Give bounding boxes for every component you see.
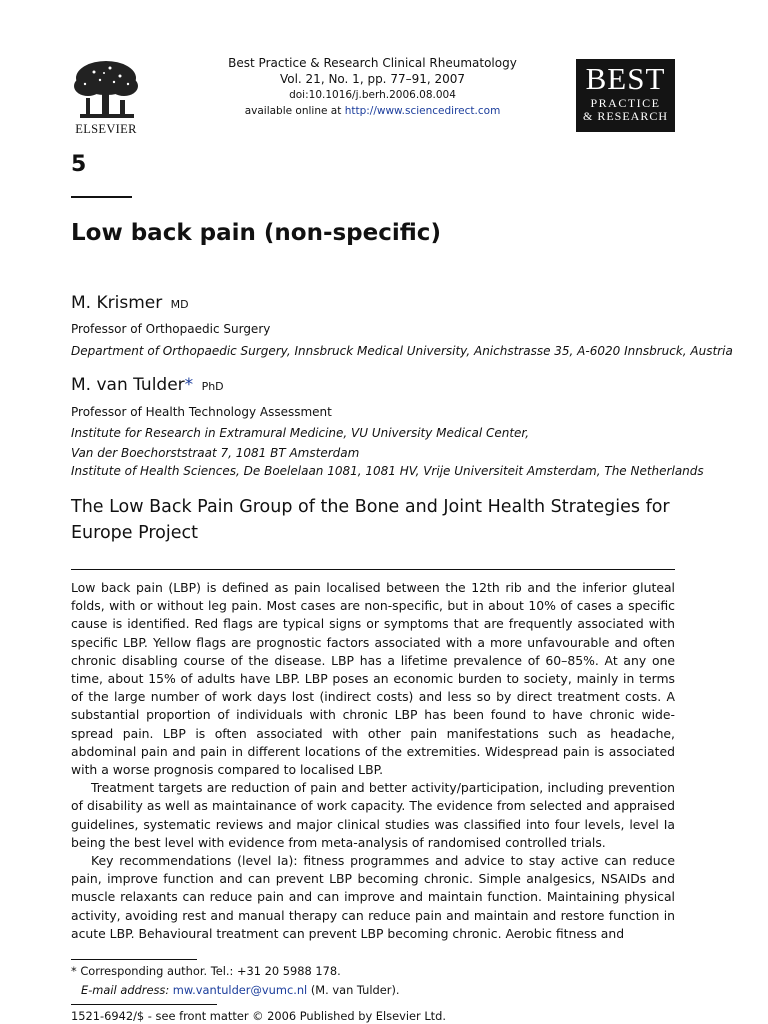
logo-line-practice: PRACTICE bbox=[590, 96, 661, 110]
email-suffix: (M. van Tulder). bbox=[310, 983, 400, 997]
author-name-text: M. Krismer bbox=[71, 293, 163, 313]
author-name-text: M. van Tulder bbox=[71, 375, 185, 395]
email-note bbox=[81, 983, 400, 997]
email-label: E-mail address: bbox=[81, 983, 170, 997]
email-link[interactable]: mw.vantulder@vumc.nl bbox=[172, 983, 308, 997]
journal-volume: Vol. 21, No. 1, pp. 77–91, 2007 bbox=[279, 72, 466, 86]
tree-icon bbox=[70, 58, 142, 122]
author-affiliation: Institute for Research in Extramural Medicine, VU University Medical Center, bbox=[71, 426, 530, 440]
author-degree: MD bbox=[170, 298, 189, 311]
elsevier-wordmark: ELSEVIER bbox=[75, 122, 137, 136]
author-position: Professor of Health Technology Assessment bbox=[71, 405, 332, 419]
copyright-divider bbox=[71, 1004, 217, 1005]
group-title: The Low Back Pain Group of the Bone and Joint Health Strategies for Europe Project bbox=[71, 497, 670, 543]
logo-line-best: BEST bbox=[585, 61, 666, 96]
article-title: Low back pain (non-specific) bbox=[71, 220, 441, 246]
best-practice-logo bbox=[576, 59, 675, 132]
journal-header bbox=[200, 56, 545, 119]
sciencedirect-link[interactable]: http://www.sciencedirect.com bbox=[344, 105, 501, 117]
abstract bbox=[71, 579, 675, 943]
author-affiliation: Van der Boechorststraat 7, 1081 BT Amsterdam bbox=[71, 446, 360, 460]
author-name bbox=[71, 293, 189, 313]
abstract-paragraph: Low back pain (LBP) is defined as pain localised between the 12th rib and the inferior gluteal folds, with or without leg pain. Most cases are non-specific, but in about 10% of cases a specific cause is identified. Red flags are typical signs or symptoms that are frequently associated with specific LBP. Yellow flags are prognostic factors associated with a more unfavourable and often chronic disabling course of the disease. LBP has a lifetime prevalence of 60–85%. At any one time, about 15% of adults have LBP. LBP poses an economic burden to society, mainly in terms of the large number of work days lost (indirect costs) and less so by direct treatment costs. A substantial proportion of individuals with chronic LBP has been found to have chronic wide-spread pain. LBP is often associated with other pain manifestations such as headache, abdominal pain and pain in different locations of the extremities. Widespread pain is associated with a worse prognosis compared to localised LBP. bbox=[71, 580, 675, 778]
online-availability bbox=[200, 103, 545, 119]
corresponding-author-marker[interactable]: * bbox=[184, 375, 194, 395]
author-affiliation: Department of Orthopaedic Surgery, Innsbruck Medical University, Anichstrasse 35, A-6020 Innsbruck, Austria bbox=[71, 344, 733, 358]
author-affiliation: Institute of Health Sciences, De Boelelaan 1081, 1081 HV, Vrije Universiteit Amsterdam, The Netherlands bbox=[71, 464, 704, 478]
footnote-divider bbox=[71, 959, 197, 960]
author-position: Professor of Orthopaedic Surgery bbox=[71, 322, 271, 336]
logo-line-research: & RESEARCH bbox=[582, 109, 668, 123]
abstract-paragraph: Treatment targets are reduction of pain and better activity/participation, including prevention of disability as well as maintainance of work capacity. The evidence from selected and appraised guidelines, systematic reviews and major clinical studies was classified into four levels, level Ia being the best level with evidence from meta-analysis of randomised controlled trials. bbox=[71, 780, 675, 850]
copyright-line: 1521-6942/$ - see front matter © 2006 Published by Elsevier Ltd. bbox=[71, 1009, 446, 1023]
corresponding-author-note: * Corresponding author. Tel.: +31 20 5988 178. bbox=[71, 964, 341, 978]
journal-name: Best Practice & Research Clinical Rheumatology bbox=[228, 56, 517, 70]
chapter-number: 5 bbox=[71, 152, 87, 177]
chapter-divider bbox=[71, 196, 132, 198]
author-degree: PhD bbox=[201, 380, 224, 393]
journal-doi[interactable]: doi:10.1016/j.berh.2006.08.004 bbox=[289, 89, 456, 101]
abstract-divider bbox=[71, 569, 675, 570]
abstract-paragraph: Key recommendations (level Ia): fitness programmes and advice to stay active can reduce pain, improve function and can prevent LBP becoming chronic. Simple analgesics, NSAIDs and muscle relaxants can reduce pain and can improve and maintain function. Maintaining physical activity, avoiding rest and manual therapy can reduce pain and maintain and restore function in acute LBP. Behavioural treatment can prevent LBP becoming chronic. Aerobic fitness and bbox=[71, 853, 675, 941]
author-name bbox=[71, 375, 224, 395]
online-prefix: available online at bbox=[244, 105, 342, 117]
